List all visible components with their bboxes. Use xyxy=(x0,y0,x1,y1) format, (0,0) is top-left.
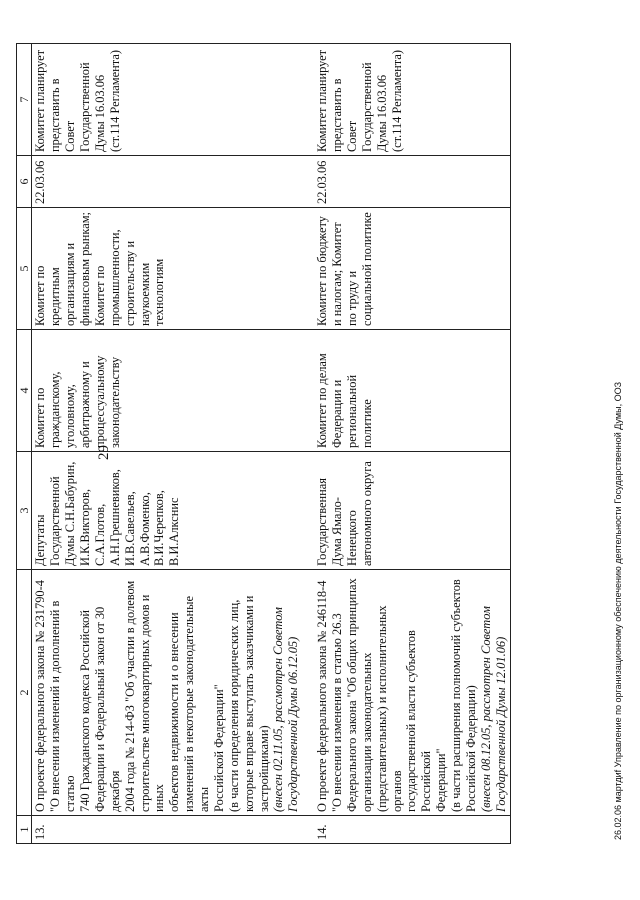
review-date: 22.03.06 xyxy=(32,156,311,208)
row-number: 13. xyxy=(32,816,311,844)
bill-text-line: Федерации" xyxy=(434,748,449,812)
column-header: 5 xyxy=(17,208,32,330)
bill-text-line: (представительных) и исполнительных органов xyxy=(374,605,404,812)
bill-text-line: "О внесении изменений и дополнений в статью xyxy=(48,600,78,812)
bill-description xyxy=(311,570,510,816)
bill-text-line: О проекте федерального закона № 246118-4 xyxy=(315,580,330,812)
column-header: 7 xyxy=(17,44,32,156)
bill-text-line: (в части определения юридических лиц, xyxy=(226,599,241,812)
plan-note: Комитет планирует представить в Совет Государственной Думы 16.03.06 (ст.114 Регламента) xyxy=(311,44,510,156)
bill-text-line: государственной власти субъектов Российской xyxy=(404,630,434,812)
bill-text-line: застройщиками) xyxy=(256,725,271,812)
column-header: 4 xyxy=(17,330,32,452)
bill-text-line: объектов недвижимости и о внесении xyxy=(167,612,182,812)
bill-text-line: изменений в некоторые законодательные акты xyxy=(182,595,212,812)
co-committees: Комитет по бюджету и налогам; Комитет по труду и социальной политике xyxy=(311,208,510,330)
page-number: 29 xyxy=(96,445,112,460)
header-row xyxy=(17,44,32,844)
bill-authors: Депутаты Государственной Думы С.Н.Бабурин, И.К.Викторов, С.А.Глотов, А.Н.Грешневиков, И.В.Савельев, А.В.Фоменко, В.И.Черепков, В.И.Алкснис xyxy=(32,452,311,570)
bill-note: (внесен 02.11.05, рассмотрен Советом Государственной Думы 06.12.05) xyxy=(271,607,301,812)
bill-text-line: (в части расширения полномочий субъектов xyxy=(449,579,464,812)
column-header: 6 xyxy=(17,156,32,208)
page-footer: 26.02.06 мартдиf Управление по организационному обеспечению деятельности Государственной Думы, ООЗ xyxy=(613,381,623,840)
column-header: 3 xyxy=(17,452,32,570)
bill-text-line: 2004 года № 214-ФЗ "Об участии в долевом xyxy=(122,580,137,812)
bill-text-line: "О внесении изменения в статью 26.3 xyxy=(330,613,345,812)
bill-note: (внесен 08.12.05, рассмотрен Советом Государственной Думы 12.01.06) xyxy=(478,606,508,812)
bill-description xyxy=(32,570,311,816)
table-row xyxy=(32,44,311,844)
bill-text-line: организации законодательных xyxy=(359,652,374,812)
bills-table xyxy=(16,43,511,844)
table-row xyxy=(311,44,510,844)
responsible-committee: Комитет по делам Федерации и региональной политике xyxy=(311,330,510,452)
bill-text-line: Российской Федерации" xyxy=(211,684,226,812)
responsible-committee: Комитет по гражданскому, уголовному, арбитражному и процессуальному законодательству xyxy=(32,330,311,452)
plan-note: Комитет планирует представить в Совет Государственной Думы 16.03.06 (ст.114 Регламента) xyxy=(32,44,311,156)
review-date: 22.03.06 xyxy=(311,156,510,208)
co-committees: Комитет по кредитным организациям и финансовым рынкам; Комитет по промышленности, строительству и наукоемким технологиям xyxy=(32,208,311,330)
bill-text-line: Федерации и Федеральный закон от 30 декабря xyxy=(92,606,122,812)
bill-text-line: О проекте федерального закона № 231790-4 xyxy=(33,580,48,812)
column-header: 2 xyxy=(17,570,32,816)
bill-text-line: Федерального закона "Об общих принципах xyxy=(344,578,359,812)
bill-text-line: Российской Федерации) xyxy=(463,685,478,812)
bill-authors: Государственная Дума Ямало-Ненецкого автономного округа xyxy=(311,452,510,570)
row-number: 14. xyxy=(311,816,510,844)
bill-text-line: строительстве многоквартирных домов и иных xyxy=(137,594,167,812)
column-header: 1 xyxy=(17,816,32,844)
bill-text-line: которые вправе выступать заказчиками и xyxy=(241,595,256,812)
bill-text-line: 740 Гражданского кодекса Российской xyxy=(78,610,93,812)
